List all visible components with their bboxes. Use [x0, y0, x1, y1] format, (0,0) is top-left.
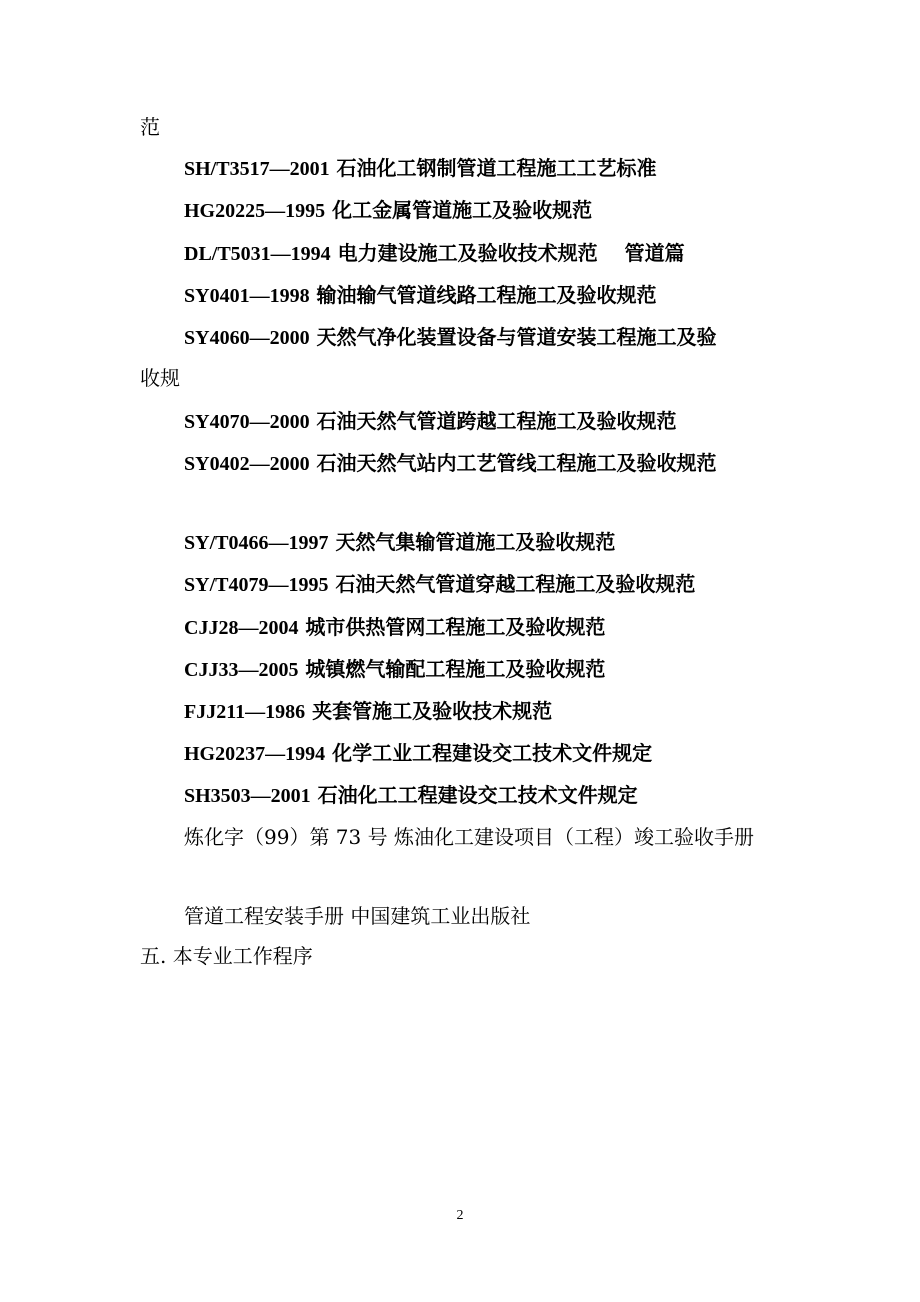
standard-line: [184, 617, 605, 638]
standard-code: SH/T3517—2001: [184, 158, 330, 180]
standard-title: 电力建设施工及验收技术规范 管道篇: [337, 241, 685, 265]
standard-title: 夹套管施工及验收技术规范: [312, 699, 553, 723]
standard-title: 化学工业工程建设交工技术文件规定: [332, 741, 653, 765]
standard-line: [184, 411, 677, 432]
standard-line: [184, 701, 552, 722]
standard-code: CJJ28—2004: [184, 617, 299, 639]
standard-code: SH3503—2001: [184, 785, 311, 807]
section-heading: 五. 本专业工作程序: [140, 944, 313, 968]
standard-code: HG20237—1994: [184, 743, 326, 765]
standard-title: 石油化工工程建设交工技术文件规定: [317, 783, 638, 807]
standard-title: 化工金属管道施工及验收规范: [332, 198, 593, 222]
standard-title: 输油输气管道线路工程施工及验收规范: [316, 283, 657, 307]
standard-line: [184, 200, 592, 221]
standard-code: DL/T5031—1994: [184, 243, 331, 265]
standard-line: [184, 785, 638, 806]
standard-title: 城镇燃气输配工程施工及验收规范: [305, 657, 606, 681]
standard-title: 石油天然气管道穿越工程施工及验收规范: [335, 572, 696, 596]
standard-line: [184, 743, 652, 764]
standard-line: [184, 158, 657, 179]
standard-code: SY/T4079—1995: [184, 574, 329, 596]
standard-title: 天然气净化装置设备与管道安装工程施工及验: [316, 325, 717, 349]
standard-code: SY0401—1998: [184, 285, 310, 307]
continuation-text: 收规: [140, 366, 180, 390]
standard-code: FJJ211—1986: [184, 701, 306, 723]
standard-code: SY4060—2000: [184, 327, 310, 349]
standard-line: [184, 243, 685, 264]
standard-code: SY0402—2000: [184, 453, 310, 475]
standard-title: 城市供热管网工程施工及验收规范: [305, 615, 606, 639]
standard-line: [184, 285, 657, 306]
lianhua-document-line: 炼化字（99）第 73 号 炼油化工建设项目（工程）竣工验收手册: [184, 825, 754, 849]
standard-title: 天然气集输管道施工及验收规范: [335, 530, 616, 554]
standard-code: SY/T0466—1997: [184, 532, 329, 554]
top-fragment: 范: [140, 115, 160, 139]
standard-code: CJJ33—2005: [184, 659, 299, 681]
page-number: 2: [456, 1208, 464, 1223]
standard-code: SY4070—2000: [184, 411, 310, 433]
standard-line: [184, 574, 695, 595]
handbook-line: 管道工程安装手册 中国建筑工业出版社: [184, 904, 531, 928]
standard-title: 石油化工钢制管道工程施工工艺标准: [336, 156, 657, 180]
standard-line: [184, 453, 717, 474]
standard-line: [184, 532, 615, 553]
standard-title: 石油天然气站内工艺管线工程施工及验收规范: [316, 451, 717, 475]
standard-code: HG20225—1995: [184, 200, 326, 222]
standard-line: [184, 659, 605, 680]
standard-line: [184, 327, 717, 348]
standard-title: 石油天然气管道跨越工程施工及验收规范: [316, 409, 677, 433]
